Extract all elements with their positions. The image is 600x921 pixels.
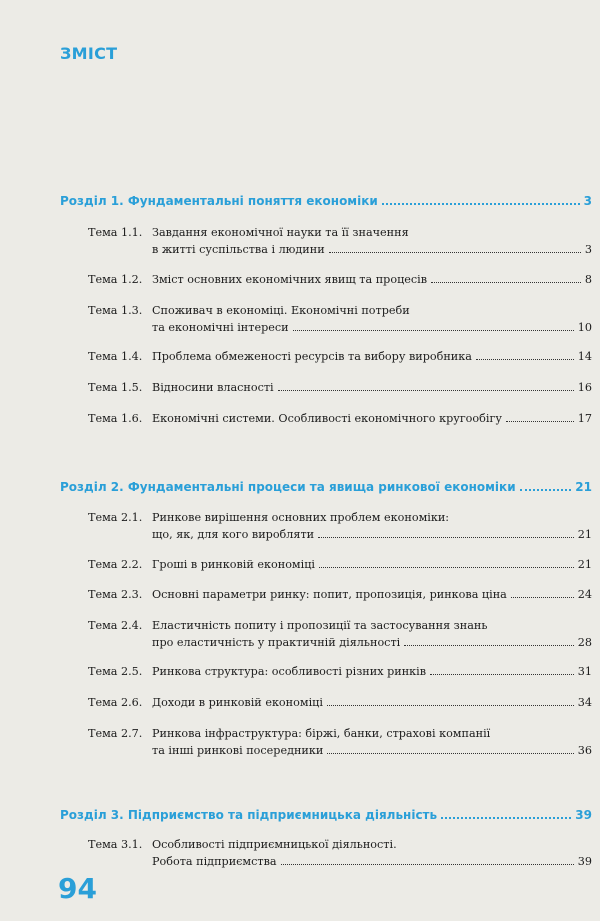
topic-page: 24 <box>577 588 592 601</box>
topic-title-cont: Робота підприємства <box>152 855 277 868</box>
leader-dots <box>431 282 581 283</box>
toc-entry-2-5[interactable] <box>88 663 592 680</box>
leader-dots <box>327 705 574 706</box>
topic-number: Тема 1.4. <box>88 350 143 363</box>
topic-title-cont: що, як, для кого виробляти <box>152 528 315 541</box>
topic-title-cont: та інші ринкові посередники <box>152 744 324 757</box>
toc-entry-2-4[interactable] <box>88 617 592 651</box>
topic-title: Основні параметри ринку: попит, пропозиція, ринкова ціна <box>152 588 507 601</box>
topic-number: Тема 2.5. <box>88 665 143 678</box>
toc-entry-1-1[interactable] <box>88 224 592 258</box>
section-1-heading[interactable] <box>60 194 592 208</box>
leader-dots <box>281 864 574 865</box>
leader-dots <box>441 817 571 819</box>
leader-dots <box>506 421 574 422</box>
topic-page: 10 <box>577 321 592 334</box>
topic-title: Ринкова інфраструктура: біржі, банки, страхові компанії <box>152 727 491 740</box>
leader-dots <box>327 753 573 754</box>
toc-entry-2-3[interactable] <box>88 586 592 603</box>
leader-dots <box>318 537 574 538</box>
topic-title: Особливості підприємницької діяльності. <box>152 838 397 851</box>
topic-page: 21 <box>577 558 592 571</box>
topic-title: Еластичність попиту і пропозиції та застосування знань <box>152 619 488 632</box>
toc-entry-2-7[interactable] <box>88 725 592 759</box>
topic-title: Завдання економічної науки та її значення <box>152 226 409 239</box>
section-3-label: Розділ 3. Підприємство та підприємницька діяльність <box>60 808 438 822</box>
section-3-page: 39 <box>575 808 592 822</box>
toc-entry-2-6[interactable] <box>88 694 592 711</box>
topic-title: Відносини власності <box>152 381 274 394</box>
toc-entry-1-4[interactable] <box>88 348 592 365</box>
page-title: ЗМІСТ <box>60 44 118 63</box>
leader-dots <box>404 645 574 646</box>
topic-number: Тема 1.5. <box>88 381 143 394</box>
leader-dots <box>382 203 580 205</box>
leader-dots <box>476 359 574 360</box>
leader-dots <box>520 489 572 491</box>
topic-title: Ринкове вирішення основних проблем економіки: <box>152 511 450 524</box>
topic-title-cont: та економічні інтереси <box>152 321 289 334</box>
topic-title: Зміст основних економічних явищ та процесів <box>152 273 428 286</box>
topic-title: Проблема обмеженості ресурсів та вибору виробника <box>152 350 472 363</box>
leader-dots <box>319 567 574 568</box>
toc-entry-1-6[interactable] <box>88 410 592 427</box>
topic-page: 16 <box>577 381 592 394</box>
topic-page: 17 <box>577 412 592 425</box>
toc-entry-1-2[interactable] <box>88 271 592 288</box>
topic-number: Тема 2.1. <box>88 511 143 524</box>
topic-page: 14 <box>577 350 592 363</box>
leader-dots <box>293 330 574 331</box>
toc-entry-1-5[interactable] <box>88 379 592 396</box>
topic-number: Тема 2.3. <box>88 588 143 601</box>
topic-number: Тема 1.2. <box>88 273 143 286</box>
section-1-page: 3 <box>583 194 592 208</box>
topic-title: Економічні системи. Особливості економічного кругообігу <box>152 412 502 425</box>
toc-entry-1-3[interactable] <box>88 302 592 336</box>
topic-page: 31 <box>577 665 592 678</box>
topic-page: 36 <box>577 744 592 757</box>
section-3-heading[interactable] <box>60 808 592 822</box>
leader-dots <box>329 252 581 253</box>
topic-title-cont: в житті суспільства і людини <box>152 243 325 256</box>
topic-number: Тема 1.1. <box>88 226 143 239</box>
topic-title: Ринкова структура: особливості різних ринків <box>152 665 427 678</box>
topic-page: 21 <box>577 528 592 541</box>
topic-title: Гроші в ринковій економіці <box>152 558 315 571</box>
topic-number: Тема 3.1. <box>88 838 143 851</box>
topic-page: 3 <box>584 243 592 256</box>
leader-dots <box>278 390 574 391</box>
topic-title: Доходи в ринковій економіці <box>152 696 323 709</box>
topic-page: 8 <box>584 273 592 286</box>
toc-entry-2-2[interactable] <box>88 556 592 573</box>
section-1-label: Розділ 1. Фундаментальні поняття економіки <box>60 194 378 208</box>
toc-entry-2-1[interactable] <box>88 509 592 543</box>
topic-title-cont: про еластичність у практичній діяльності <box>152 636 401 649</box>
leader-dots <box>511 597 574 598</box>
topic-page: 28 <box>577 636 592 649</box>
topic-number: Тема 2.7. <box>88 727 143 740</box>
section-2-heading[interactable] <box>60 480 592 494</box>
topic-page: 39 <box>577 855 592 868</box>
topic-number: Тема 2.4. <box>88 619 143 632</box>
topic-number: Тема 1.3. <box>88 304 143 317</box>
topic-page: 34 <box>577 696 592 709</box>
topic-number: Тема 2.2. <box>88 558 143 571</box>
topic-number: Тема 2.6. <box>88 696 143 709</box>
topic-number: Тема 1.6. <box>88 412 143 425</box>
leader-dots <box>430 674 574 675</box>
page-number: 94 <box>58 872 97 905</box>
section-2-page: 21 <box>575 480 592 494</box>
topic-title: Споживач в економіці. Економічні потреби <box>152 304 410 317</box>
toc-entry-3-1[interactable] <box>88 836 592 870</box>
section-2-label: Розділ 2. Фундаментальні процеси та явища ринкової економіки <box>60 480 516 494</box>
